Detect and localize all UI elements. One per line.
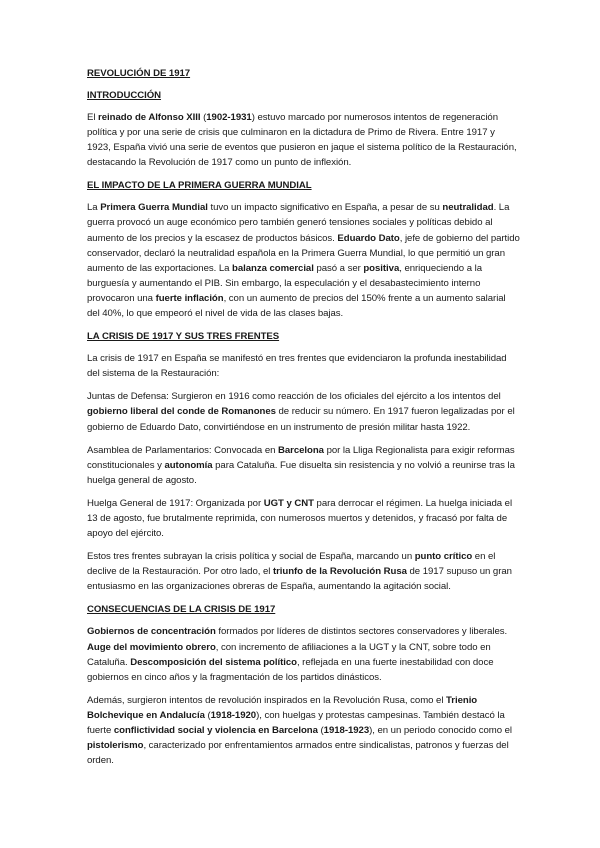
section-heading-consecuencias: CONSECUENCIAS DE LA CRISIS DE 1917: [87, 604, 276, 616]
consecuencias-paragraph-2: Además, surgieron intentos de revolución inspirados en la Revolución Rusa, como el Trienio Bolchevique en Andalucía (1918-1920), con huelgas y protestas campesinas. También destacó la fuerte conflictividad social y violencia en Barcelona (1918-1923), en un periodo conocido como el pistolerismo, caracterizado por enfrentamientos armados entre sindicalistas, patronos y fuerzas del orden.: [87, 694, 512, 767]
crisis-asamblea-paragraph: Asamblea de Parlamentarios: Convocada en Barcelona por la Lliga Regionalista para exigir reformas constitucionales y autonomía para Cataluña. Fue disuelta sin resistencia y no volvió a reunirse tras la huelga general de agosto.: [87, 444, 515, 486]
crisis-huelga-paragraph: Huelga General de 1917: Organizada por UGT y CNT para derrocar el régimen. La huelga iniciada el 13 de agosto, fue brutalmente reprimida, con numerosos muertos y detenidos, y fracasó por falta de apoyo del ejército.: [87, 497, 513, 540]
section-heading-crisis: LA CRISIS DE 1917 Y SUS TRES FRENTES: [87, 331, 280, 343]
impacto-paragraph: La Primera Guerra Mundial tuvo un impacto significativo en España, a pesar de su neutralidad. La guerra provocó un auge económico pero también generó tensiones sociales y políticas debido al aumento de los precios y la escasez de productos básicos. Eduardo Dato, jefe de gobierno del partido conservador, declaró la neutralidad española en la Primera Guerra Mundial, lo que permitió un gran aumento de las exportaciones. La balanza comercial pasó a ser positiva, enriqueciendo a la burguesía y aumentando el PIB. Sin embargo, la especulación y el desabastecimiento interno provocaron una fuerte inflación, con un aumento de precios del 150% frente a un aumento salarial del 40%, lo que empeoró el nivel de vida de las clases bajas.: [87, 202, 520, 320]
section-heading-introduccion: INTRODUCCIÓN: [87, 90, 162, 101]
crisis-juntas-paragraph: Juntas de Defensa: Surgieron en 1916 como reacción de los oficiales del ejército a los intentos del gobierno liberal del conde de Romanones de reducir su número. En 1917 fueron legalizadas por el gobierno de Eduardo Dato, convirtiéndose en un instrumento de presión militar hasta 1922.: [87, 391, 515, 433]
crisis-intro-paragraph: La crisis de 1917 en España se manifestó en tres frentes que evidenciaron la profunda inestabilidad del sistema de la Restauración:: [87, 353, 507, 380]
crisis-conclusion-paragraph: Estos tres frentes subrayan la crisis política y social de España, marcando un punto crítico en el declive de la Restauración. Por otro lado, el triunfo de la Revolución Rusa de 1917 supuso un gran entusiasmo en las organizaciones obreras de España, aumentando la agitación social.: [87, 551, 512, 593]
document-title: REVOLUCIÓN DE 1917: [87, 68, 191, 79]
intro-paragraph: El reinado de Alfonso XIII (1902-1931) estuvo marcado por numerosos intentos de regeneración política y por una serie de crisis que culminaron en la dictadura de Primo de Rivera. Entre 1917 y 1923, España vivió una serie de eventos que pusieron en jaque el sistema político de la Restauración, destacando la Revolución de 1917 como un punto de inflexión.: [87, 112, 517, 169]
section-heading-impacto: EL IMPACTO DE LA PRIMERA GUERRA MUNDIAL: [87, 180, 312, 192]
consecuencias-paragraph-1: Gobiernos de concentración formados por líderes de distintos sectores conservadores y liberales. Auge del movimiento obrero, con incremento de afiliaciones a la UGT y la CNT, sobre todo en Cataluña. Descomposición del sistema político, reflejada en una fuerte inestabilidad con doce gobiernos en cinco años y la fragmentación de los partidos dinásticos.: [87, 626, 508, 683]
